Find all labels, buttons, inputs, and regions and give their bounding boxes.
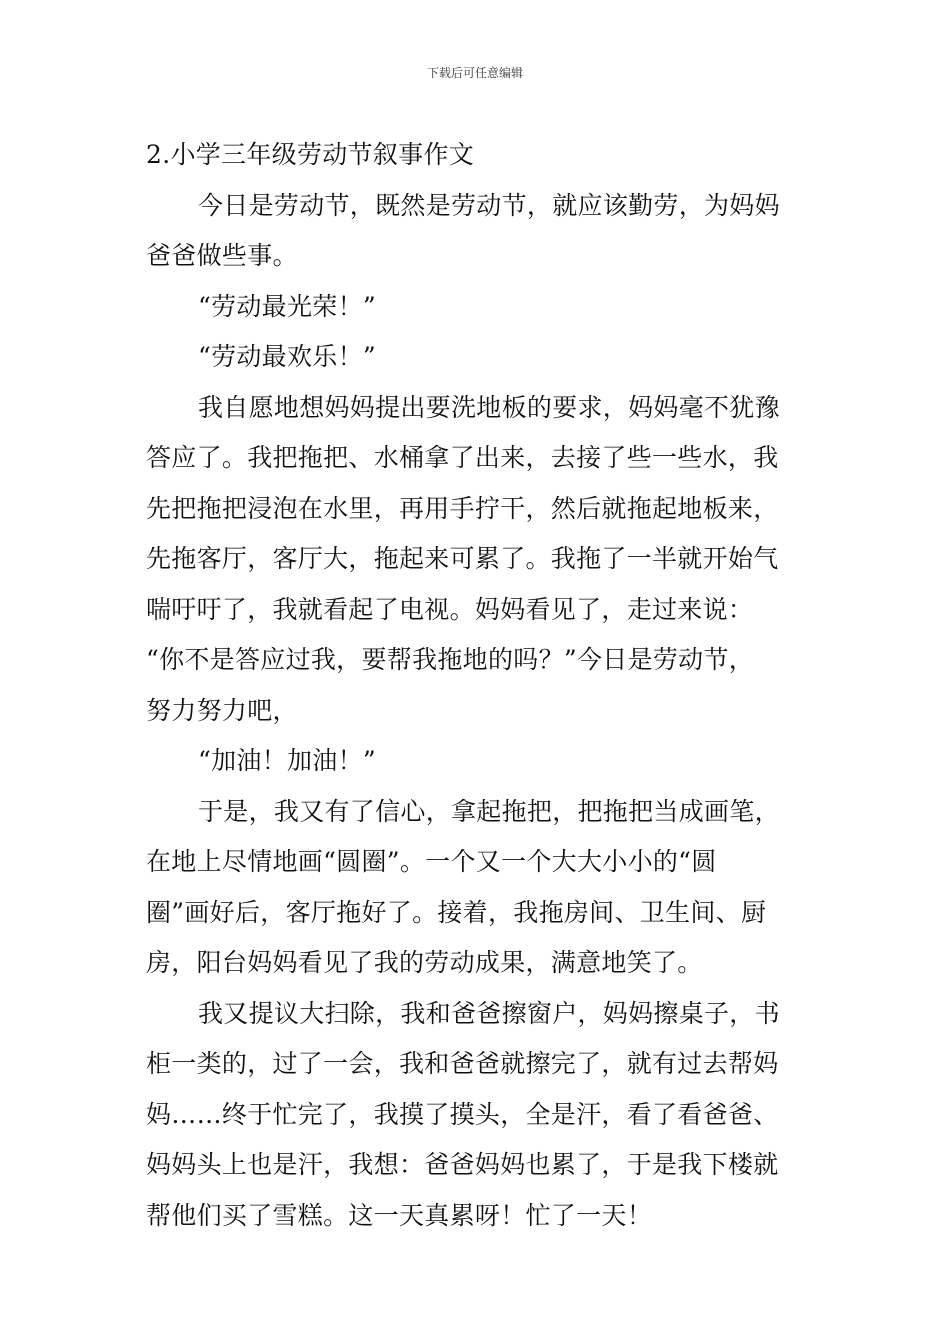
text-line: 帮他们买了雪糕。这一天真累呀！忙了一天！ bbox=[146, 1200, 653, 1230]
text-line: 先拖客厅，客厅大，拖起来可累了。我拖了一半就开始气 bbox=[146, 544, 779, 573]
text-line: 答应了。我把拖把、水桶拿了出来，去接了些一些水，我 bbox=[146, 443, 779, 472]
text-line: 在地上尽情地画“圆圈”。一个又一个大大小小的“圆 bbox=[146, 847, 717, 876]
page-header-note: 下载后可任意编辑 bbox=[426, 66, 523, 80]
text-line: 我又提议大扫除，我和爸爸擦窗户，妈妈擦桌子，书 bbox=[198, 998, 780, 1028]
text-line: 喘吁吁了，我就看起了电视。妈妈看见了，走过来说： bbox=[146, 594, 754, 624]
text-line: “你不是答应过我，要帮我拖地的吗？”今日是劳动节， bbox=[146, 645, 755, 674]
document-title: 2.小学三年级劳动节叙事作文 bbox=[146, 140, 475, 169]
text-line: 柜一类的，过了一会，我和爸爸就擦完了，就有过去帮妈 bbox=[146, 1049, 779, 1078]
text-line: 房，阳台妈妈看见了我的劳动成果，满意地笑了。 bbox=[146, 948, 703, 977]
text-line: 我自愿地想妈妈提出要洗地板的要求，妈妈毫不犹豫 bbox=[198, 392, 780, 422]
text-line: “劳动最欢乐！” bbox=[198, 342, 376, 371]
text-line: “加油！加油！” bbox=[198, 746, 376, 775]
paragraph-lines bbox=[146, 181, 810, 1242]
text-line: 爸爸做些事。 bbox=[146, 241, 298, 270]
text-line: 圈”画好后，客厅拖好了。接着，我拖房间、卫生间、厨 bbox=[146, 897, 767, 927]
text-line: “劳动最光荣！” bbox=[198, 291, 376, 321]
text-line: 努力努力吧， bbox=[146, 695, 298, 725]
text-line: 妈妈头上也是汗，我想：爸爸妈妈也累了，于是我下楼就 bbox=[146, 1150, 779, 1179]
text-line: 今日是劳动节，既然是劳动节，就应该勤劳，为妈妈 bbox=[198, 190, 780, 220]
text-line: 妈……终于忙完了，我摸了摸头，全是汗，看了看爸爸、 bbox=[146, 1099, 779, 1129]
text-line: 先把拖把浸泡在水里，再用手拧干，然后就拖起地板来， bbox=[146, 493, 779, 523]
document-body bbox=[146, 130, 810, 1241]
text-line: 于是，我又有了信心，拿起拖把，把拖把当成画笔， bbox=[198, 796, 780, 826]
